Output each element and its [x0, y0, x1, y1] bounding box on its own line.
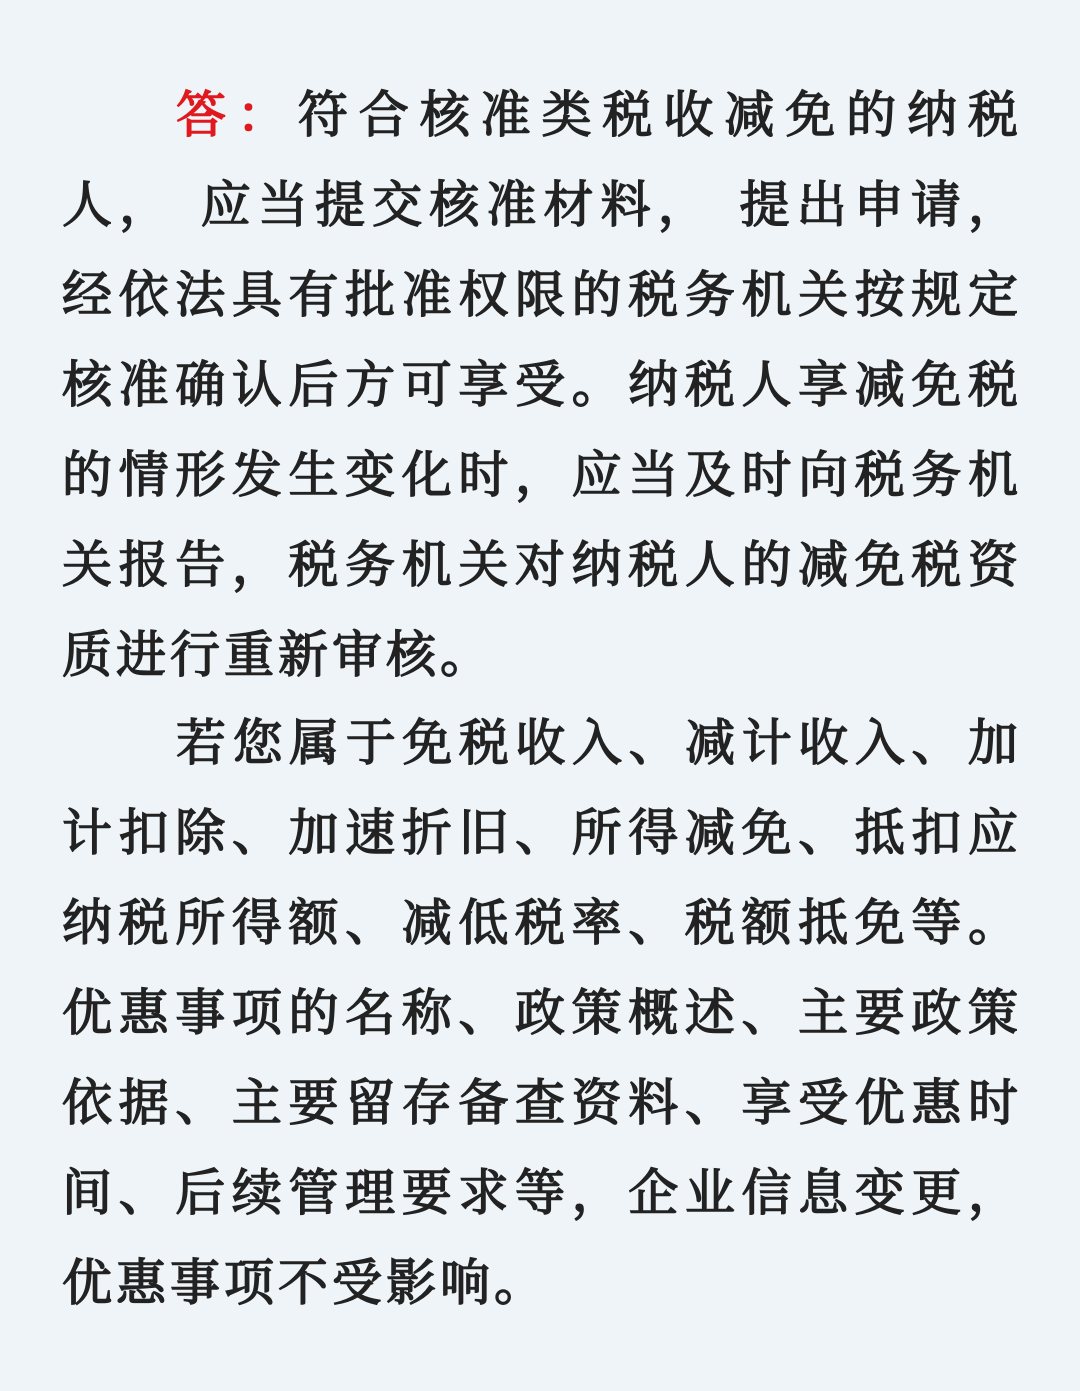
answer-first-line-text: 符合核准类税收减免的纳税	[297, 86, 1019, 144]
text-line: 计扣除、加速折旧、所得减免、抵扣应	[62, 804, 1018, 862]
text-line: 关报告，税务机关对纳税人的减免税资	[62, 536, 1018, 594]
text-line: 质进行重新审核。	[62, 626, 494, 684]
text-line: 经依法具有批准权限的税务机关按规定	[62, 266, 1018, 324]
text-line: 优惠事项不受影响。	[62, 1254, 548, 1312]
text-line: 间、后续管理要求等，企业信息变更，	[62, 1164, 1018, 1222]
text-line: 依据、主要留存备查资料、享受优惠时	[62, 1074, 1018, 1132]
text-line: 核准确认后方可享受。纳税人享减免税	[62, 356, 1018, 414]
answer-first-line	[176, 70, 1018, 160]
text-line: 优惠事项的名称、政策概述、主要政策	[62, 984, 1018, 1042]
text-line: 的情形发生变化时，应当及时向税务机	[62, 446, 1018, 504]
answer-label: 答：	[176, 86, 298, 144]
paragraph-first-line: 若您属于免税收入、减计收入、加	[176, 714, 1018, 772]
text-line: 纳税所得额、减低税率、税额抵免等。	[62, 894, 1018, 952]
text-line: 人， 应当提交核准材料， 提出申请，	[62, 176, 1018, 234]
